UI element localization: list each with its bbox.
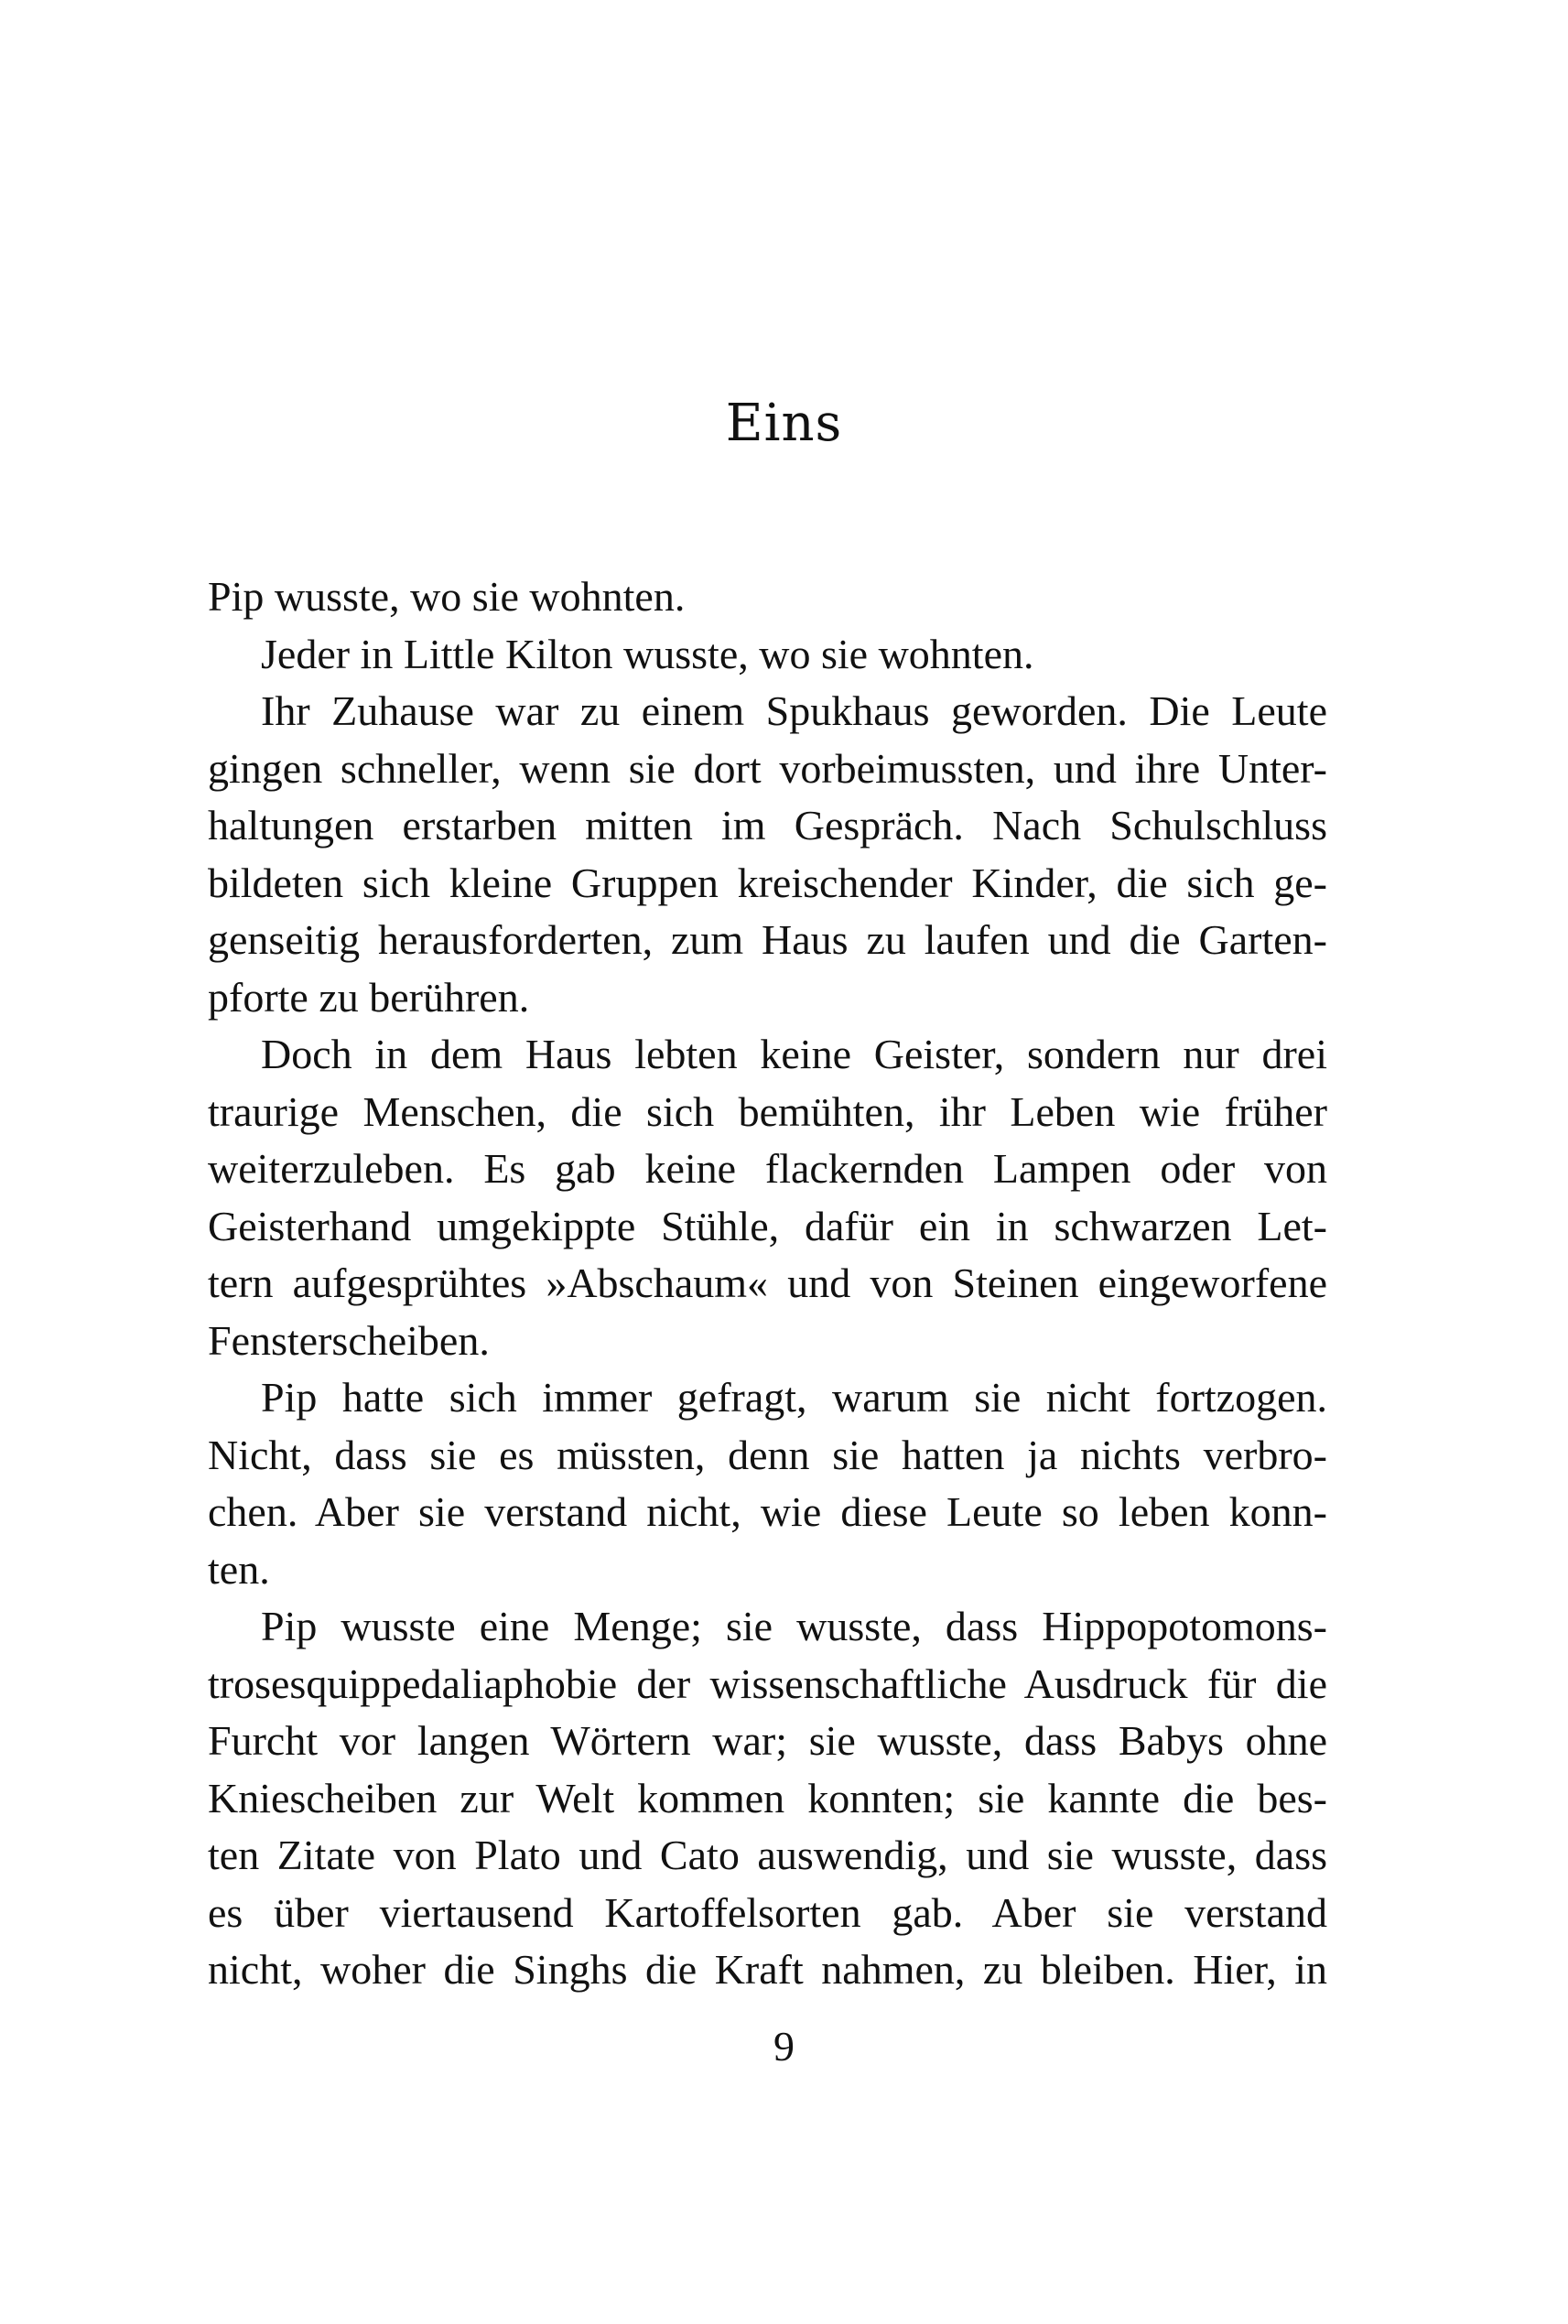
body-text	[208, 568, 1327, 1999]
text-line: pforte zu berühren.	[208, 973, 530, 1021]
text-line: ten Zitate von Plato und Cato auswendig, und sie wusste, dass	[208, 1832, 1327, 1878]
text-line: bildeten sich kleine Gruppen kreischender Kinder, die sich ge-	[208, 859, 1327, 906]
text-line: chen. Aber sie verstand nicht, wie diese Leute so leben konn-	[208, 1488, 1327, 1535]
text-line: haltungen erstarben mitten im Gespräch. Nach Schulschluss	[208, 802, 1327, 849]
text-line: Furcht vor langen Wörtern war; sie wusste, dass Babys ohne	[208, 1717, 1327, 1764]
text-line: Kniescheiben zur Welt kommen konnten; sie kannte die bes-	[208, 1774, 1327, 1821]
chapter-title: Eins	[725, 394, 843, 453]
text-line: Fensterscheiben.	[208, 1316, 490, 1364]
text-line: ten.	[208, 1545, 270, 1593]
text-line: Pip hatte sich immer gefragt, warum sie nicht fortzogen.	[261, 1374, 1327, 1421]
text-line: trosesquippedaliaphobie der wissenschaftliche Ausdruck für die	[208, 1659, 1327, 1707]
text-line: genseitig herausforderten, zum Haus zu laufen und die Garten-	[208, 916, 1327, 963]
text-line: Jeder in Little Kilton wusste, wo sie wohnten.	[261, 630, 1034, 677]
text-line: nicht, woher die Singhs die Kraft nahmen, zu bleiben. Hier, in	[208, 1946, 1327, 1993]
text-line: gingen schneller, wenn sie dort vorbeimussten, und ihre Unter-	[208, 744, 1327, 792]
text-line: Nicht, dass sie es müssten, denn sie hatten ja nichts verbro-	[208, 1431, 1327, 1478]
text-line: es über viertausend Kartoffelsorten gab. Aber sie verstand	[208, 1888, 1327, 1936]
text-line: Ihr Zuhause war zu einem Spukhaus geworden. Die Leute	[261, 687, 1327, 734]
page-number: 9	[773, 2023, 795, 2070]
text-line: Pip wusste eine Menge; sie wusste, dass Hippopotomons-	[261, 1603, 1327, 1649]
text-line: Geisterhand umgekippte Stühle, dafür ein in schwarzen Let-	[208, 1202, 1327, 1249]
text-line: weiterzuleben. Es gab keine flackernden Lampen oder von	[208, 1145, 1327, 1192]
text-line: traurige Menschen, die sich bemühten, ihr Leben wie früher	[208, 1087, 1327, 1135]
text-line: tern aufgesprühtes »Abschaum« und von Steinen eingeworfene	[208, 1259, 1327, 1306]
text-line: Pip wusste, wo sie wohnten.	[208, 573, 686, 620]
text-line: Doch in dem Haus lebten keine Geister, sondern nur drei	[261, 1031, 1327, 1077]
